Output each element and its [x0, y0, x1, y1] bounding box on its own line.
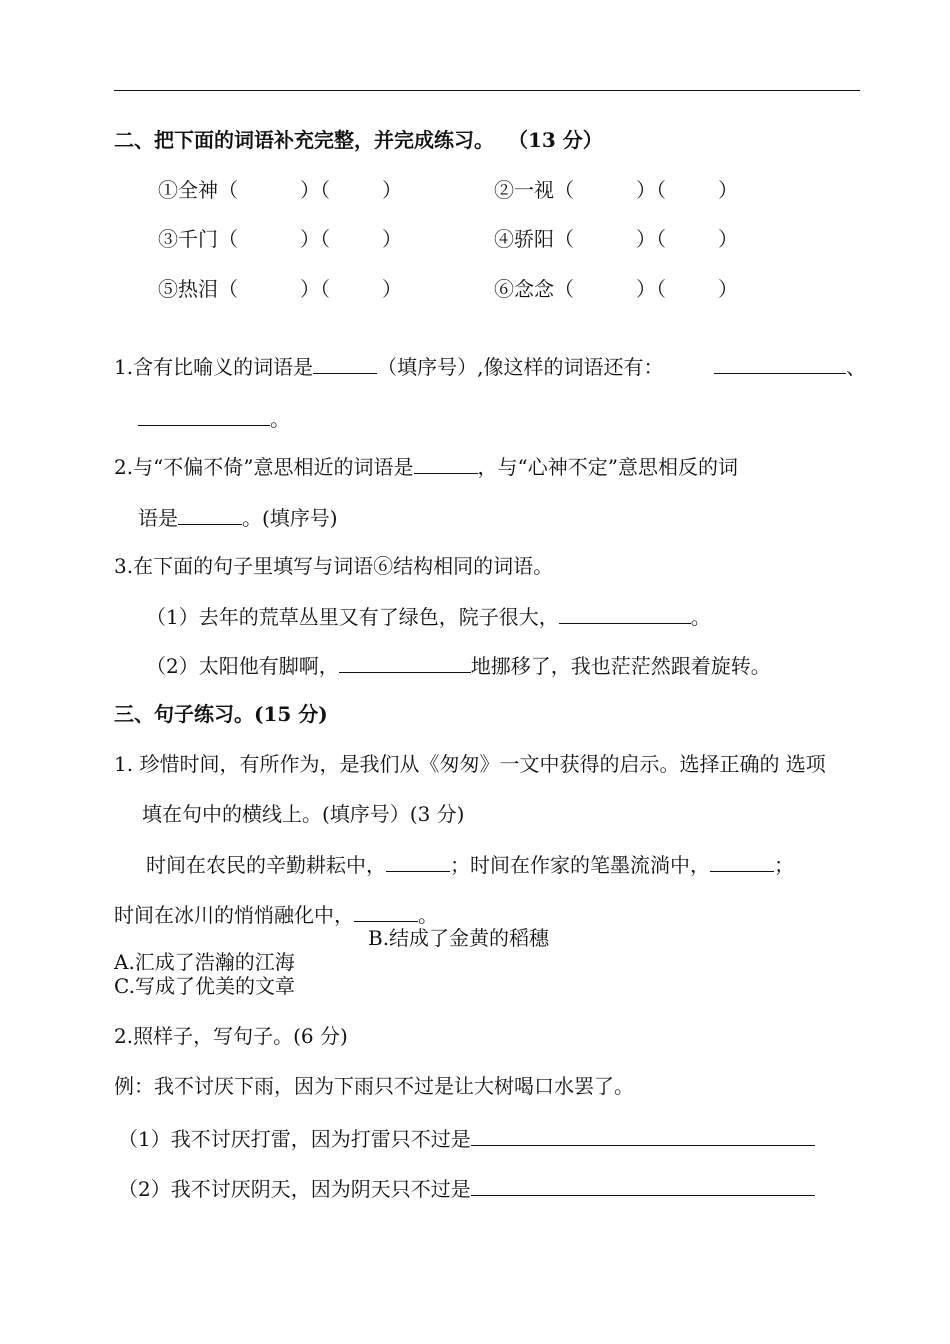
s3-q1-sentence: 时间在农民的辛勤耕耘中， ；时间在作家的笔墨流淌中， ； — [146, 853, 794, 877]
s3-q1-line2: 填在句中的横线上。(填序号）(3 分) — [142, 802, 465, 826]
answer-blank[interactable] — [414, 455, 478, 474]
word-item-1: ①全神（ ）（ ） — [158, 178, 402, 202]
answer-blank[interactable] — [710, 853, 774, 872]
word-item-3: ③千门（ ）（ ） — [158, 227, 402, 251]
s3-q2-title: 2.照样子，写句子。(6 分) — [114, 1024, 348, 1048]
word-item-2: ②一视（ ）（ ） — [494, 178, 738, 202]
s2-q1-line2: 。 — [138, 407, 290, 429]
s2-q3-sentence1: （1）去年的荒草丛里又有了绿色，院子很大， 。 — [146, 605, 711, 629]
s2-q3-sentence2: （2）太阳他有脚啊， 地挪移了，我也茫茫然跟着旋转。 — [146, 654, 771, 678]
option-b: B.结成了金黄的稻穗 — [368, 926, 550, 950]
answer-blank[interactable] — [313, 355, 377, 374]
answer-line[interactable] — [471, 1127, 815, 1146]
option-a: A.汇成了浩瀚的江海 — [114, 950, 295, 974]
s2-q2-line2: 语是 。(填序号) — [138, 506, 338, 530]
s2-q1-blank-group: 、 — [714, 355, 866, 377]
s3-q2-sentence2: （2）我不讨厌阴天，因为阴天只不过是 — [118, 1177, 815, 1199]
s2-q1-line1: 1.含有比喻义的词语是 （填序号）,像这样的词语还有： — [114, 355, 664, 379]
s3-q1-line1: 1. 珍惜时间，有所作为，是我们从《匆匆》一文中获得的启示。选择正确的 选项 — [114, 752, 826, 776]
word-item-4: ④骄阳（ ）（ ） — [494, 227, 738, 251]
answer-blank[interactable] — [354, 903, 418, 922]
word-item-6: ⑥念念（ ）（ ） — [494, 277, 738, 301]
answer-line[interactable] — [471, 1177, 815, 1196]
s2-q3-title: 3.在下面的句子里填写与词语⑥结构相同的词语。 — [114, 554, 554, 578]
s2-q2-line1: 2.与“不偏不倚”意思相近的词语是 ，与“心神不定”意思相反的词 — [114, 455, 738, 479]
answer-blank[interactable] — [386, 853, 450, 872]
s3-q2-sentence1: （1）我不讨厌打雷，因为打雷只不过是 — [118, 1127, 815, 1149]
answer-blank[interactable] — [178, 506, 242, 525]
answer-blank[interactable] — [714, 355, 846, 374]
section2-heading: 二、把下面的词语补充完整，并完成练习。 （13 分） — [114, 128, 603, 152]
answer-blank[interactable] — [138, 407, 270, 426]
s3-q1-sentence-cont: 时间在冰川的悄悄融化中， 。 — [114, 903, 438, 927]
section3-heading: 三、句子练习。(15 分) — [114, 702, 328, 726]
answer-blank[interactable] — [559, 605, 691, 624]
top-rule — [114, 90, 860, 91]
s3-q2-example: 例：我不讨厌下雨，因为下雨只不过是让大树喝口水罢了。 — [114, 1074, 634, 1098]
answer-blank[interactable] — [339, 654, 471, 673]
word-item-5: ⑤热泪（ ）（ ） — [158, 277, 402, 301]
option-c: C.写成了优美的文章 — [114, 974, 295, 998]
